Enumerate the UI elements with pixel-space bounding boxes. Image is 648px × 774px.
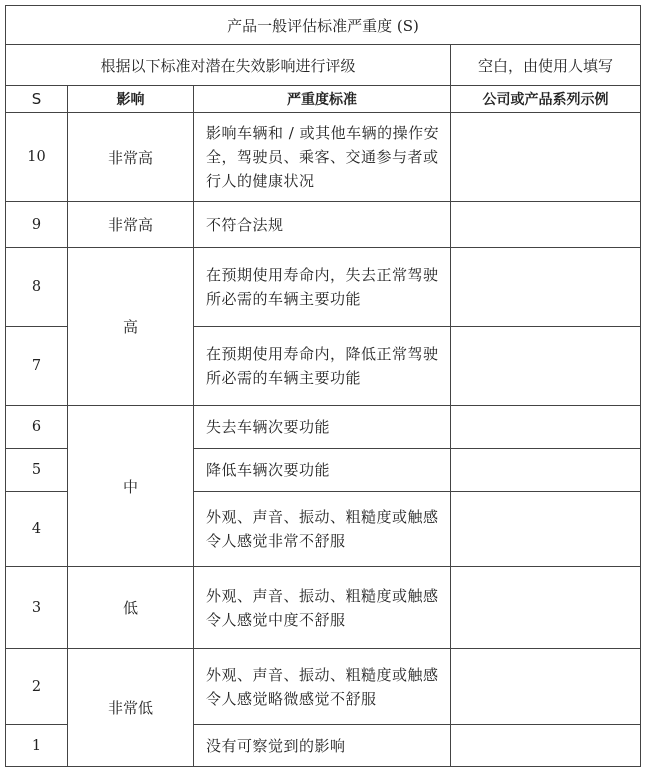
example-cell[interactable] bbox=[451, 492, 641, 567]
criteria-cell: 外观、声音、振动、粗糙度或触感令人感觉略微感觉不舒服 bbox=[194, 649, 451, 725]
criteria-cell: 外观、声音、振动、粗糙度或触感令人感觉非常不舒服 bbox=[194, 492, 451, 567]
severity-value: 5 bbox=[6, 449, 68, 492]
severity-table-container bbox=[5, 5, 641, 767]
severity-value: 10 bbox=[6, 113, 68, 202]
severity-value: 9 bbox=[6, 202, 68, 248]
table-row bbox=[6, 567, 641, 649]
severity-value: 6 bbox=[6, 406, 68, 449]
table-row bbox=[6, 406, 641, 449]
impact-cell: 低 bbox=[68, 567, 194, 649]
criteria-cell: 失去车辆次要功能 bbox=[194, 406, 451, 449]
table-title: 产品一般评估标准严重度 (S) bbox=[6, 6, 641, 45]
table-row bbox=[6, 113, 641, 202]
severity-value: 8 bbox=[6, 248, 68, 327]
subheader-left: 根据以下标准对潜在失效影响进行评级 bbox=[6, 45, 451, 86]
impact-cell: 非常高 bbox=[68, 202, 194, 248]
severity-value: 4 bbox=[6, 492, 68, 567]
subheader-row bbox=[6, 45, 641, 86]
impact-cell: 高 bbox=[68, 248, 194, 406]
column-header-s: S bbox=[6, 86, 68, 113]
example-cell[interactable] bbox=[451, 248, 641, 327]
title-row bbox=[6, 6, 641, 45]
severity-value: 3 bbox=[6, 567, 68, 649]
criteria-cell: 在预期使用寿命内，降低正常驾驶所必需的车辆主要功能 bbox=[194, 327, 451, 406]
example-cell[interactable] bbox=[451, 649, 641, 725]
example-cell[interactable] bbox=[451, 406, 641, 449]
column-header-row bbox=[6, 86, 641, 113]
criteria-cell: 没有可察觉到的影响 bbox=[194, 725, 451, 767]
subheader-right: 空白，由使用人填写 bbox=[451, 45, 641, 86]
example-cell[interactable] bbox=[451, 567, 641, 649]
impact-cell: 非常低 bbox=[68, 649, 194, 767]
severity-table bbox=[5, 5, 641, 767]
severity-value: 7 bbox=[6, 327, 68, 406]
criteria-cell: 外观、声音、振动、粗糙度或触感令人感觉中度不舒服 bbox=[194, 567, 451, 649]
example-cell[interactable] bbox=[451, 725, 641, 767]
example-cell[interactable] bbox=[451, 113, 641, 202]
criteria-cell: 影响车辆和 / 或其他车辆的操作安全，驾驶员、乘客、交通参与者或行人的健康状况 bbox=[194, 113, 451, 202]
table-row bbox=[6, 202, 641, 248]
example-cell[interactable] bbox=[451, 449, 641, 492]
criteria-cell: 在预期使用寿命内，失去正常驾驶所必需的车辆主要功能 bbox=[194, 248, 451, 327]
example-cell[interactable] bbox=[451, 202, 641, 248]
column-header-example: 公司或产品系列示例 bbox=[451, 86, 641, 113]
impact-cell: 中 bbox=[68, 406, 194, 567]
example-cell[interactable] bbox=[451, 327, 641, 406]
severity-value: 2 bbox=[6, 649, 68, 725]
criteria-cell: 降低车辆次要功能 bbox=[194, 449, 451, 492]
column-header-criteria: 严重度标准 bbox=[194, 86, 451, 113]
severity-value: 1 bbox=[6, 725, 68, 767]
table-row bbox=[6, 248, 641, 327]
column-header-impact: 影响 bbox=[68, 86, 194, 113]
criteria-cell: 不符合法规 bbox=[194, 202, 451, 248]
impact-cell: 非常高 bbox=[68, 113, 194, 202]
table-row bbox=[6, 649, 641, 725]
